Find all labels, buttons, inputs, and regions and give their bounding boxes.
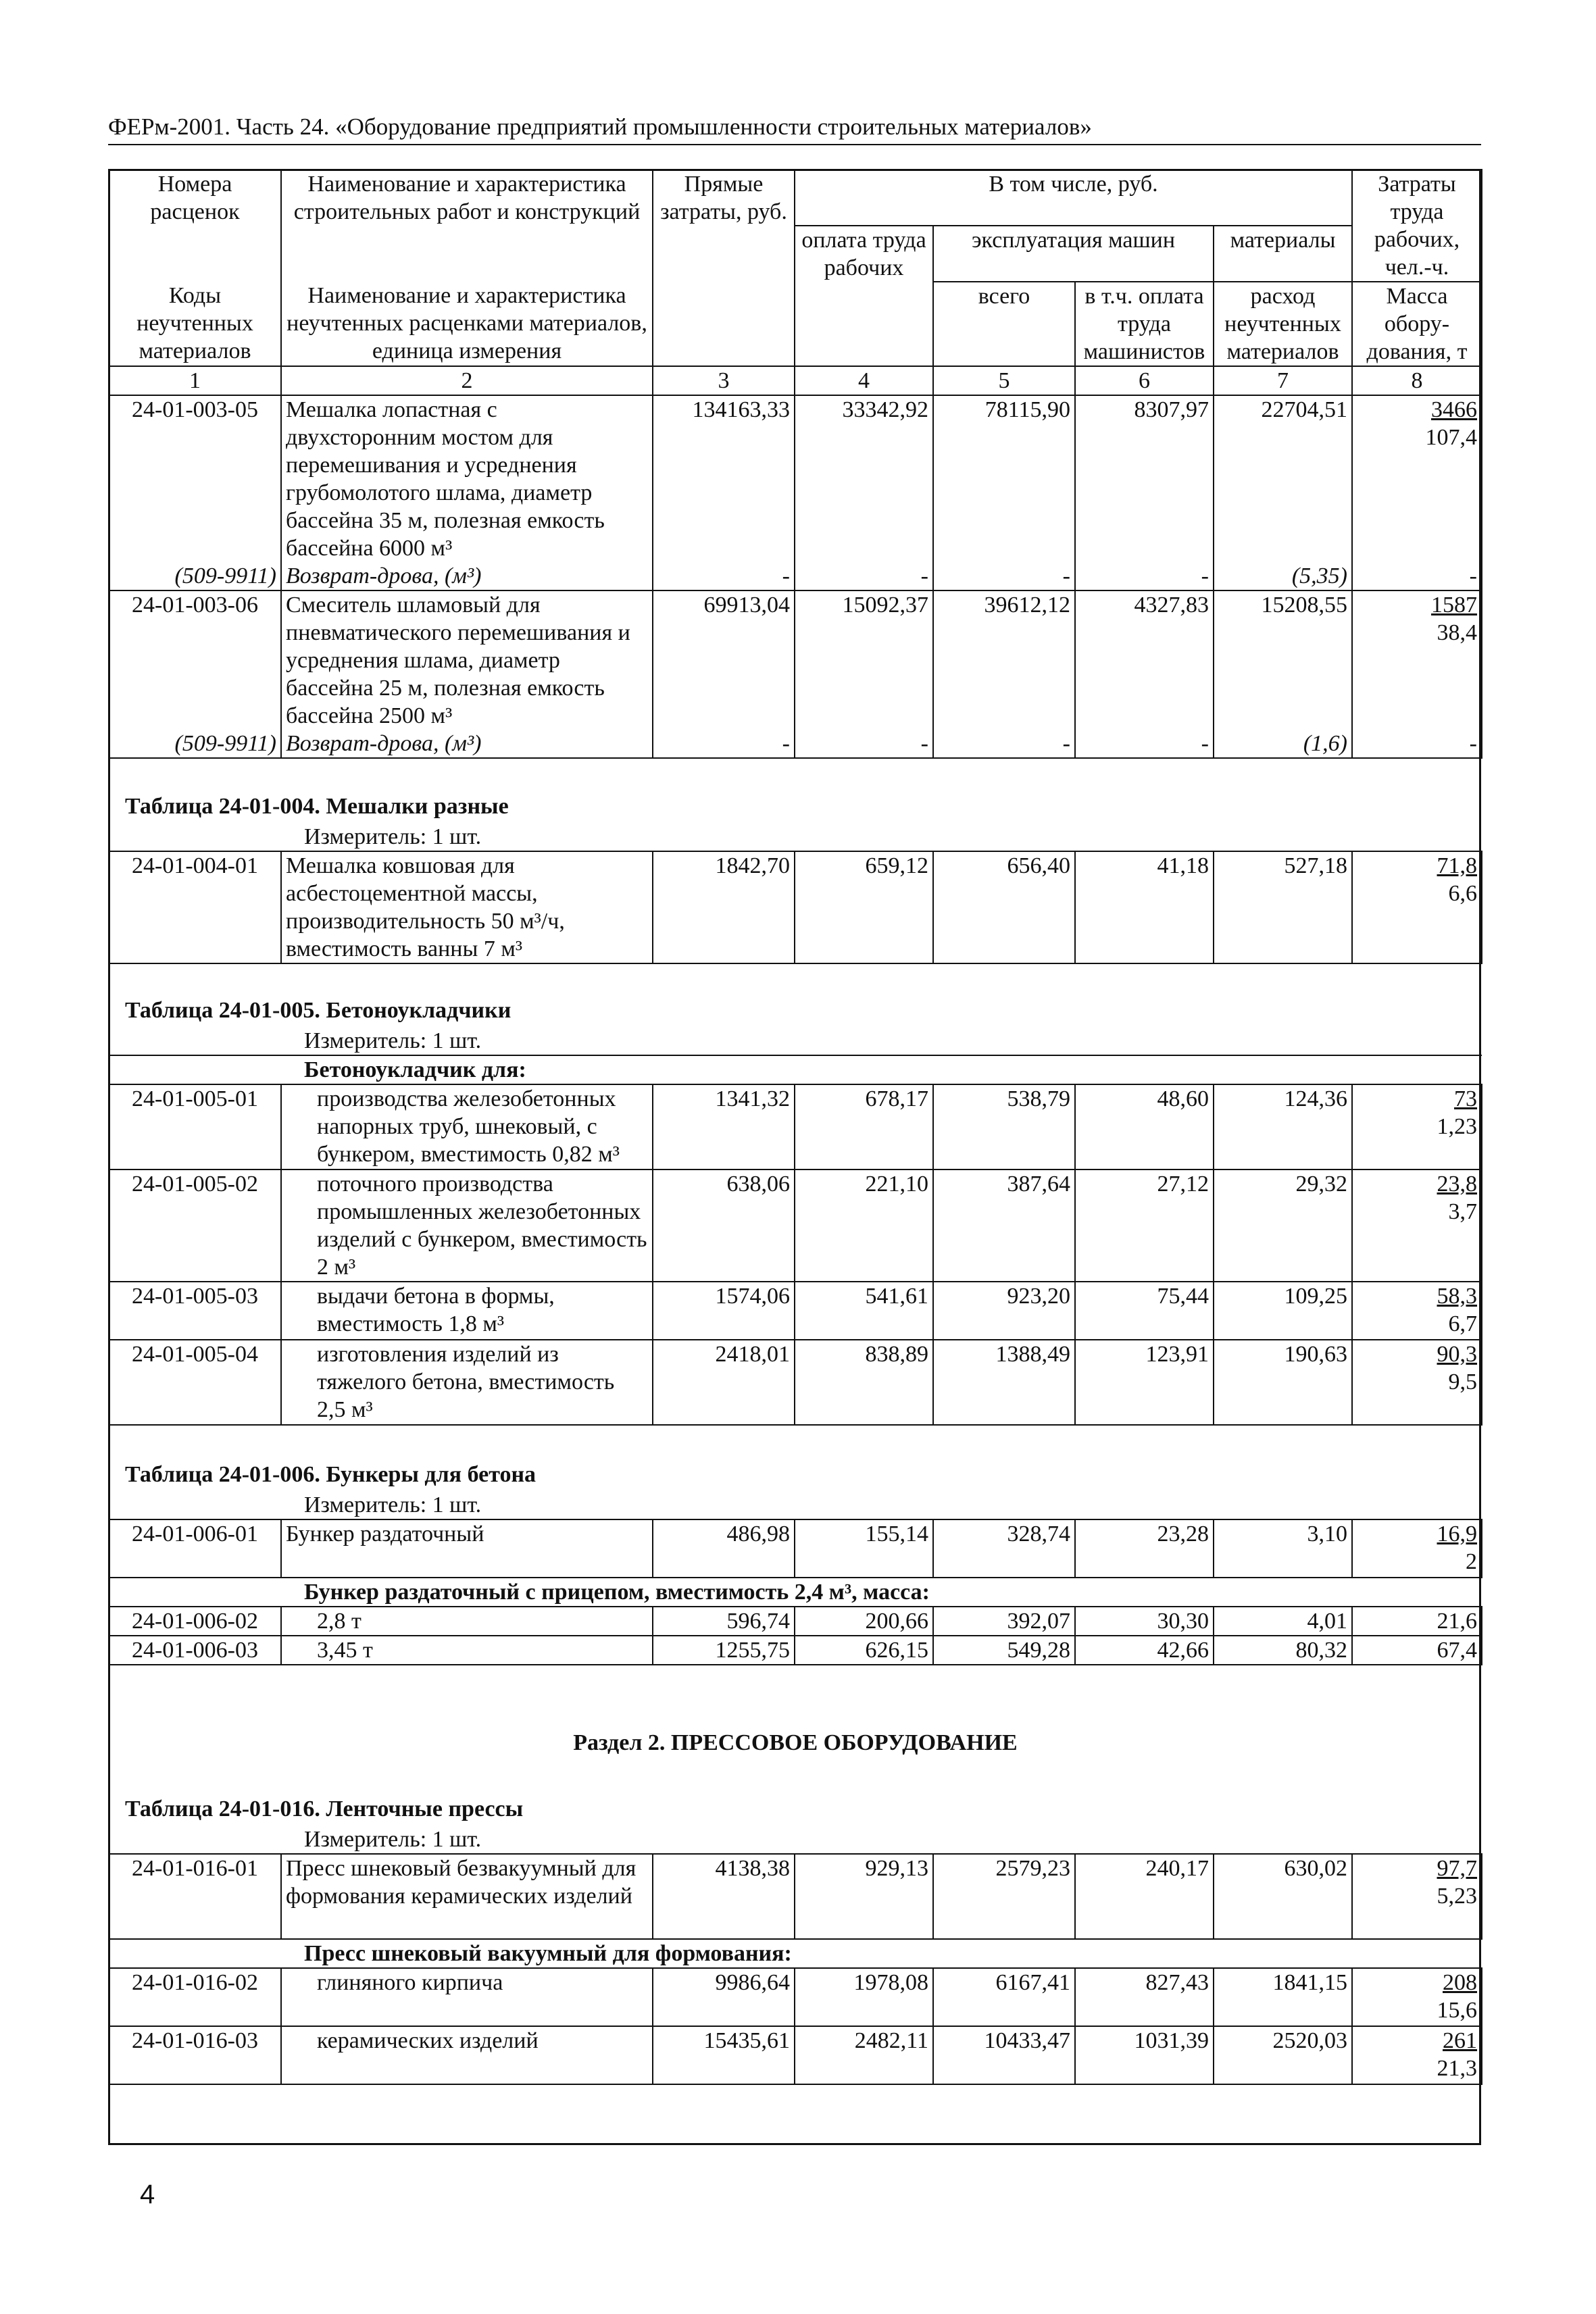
dash: - <box>1075 730 1214 758</box>
rate-code: 24-01-003-06 <box>109 590 281 730</box>
machine-total: 6167,41 <box>933 1968 1075 2026</box>
material-value: (1,6) <box>1214 730 1352 758</box>
direct-cost: 9986,64 <box>653 1968 795 2026</box>
labor-mass: 90,3 9,5 <box>1352 1340 1482 1425</box>
labor-pay: 1978,08 <box>795 1968 933 2026</box>
direct-cost: 134163,33 <box>653 395 795 562</box>
col-index: 1 <box>109 366 281 395</box>
machinist-pay: 827,43 <box>1075 1968 1214 2026</box>
machine-total: 10433,47 <box>933 2026 1075 2084</box>
col-index: 8 <box>1352 366 1482 395</box>
table-row <box>109 1854 1482 1939</box>
labor-pay: 221,10 <box>795 1169 933 1282</box>
head-total: всего <box>933 282 1075 366</box>
labor-mass: 1587 38,4 <box>1352 590 1482 730</box>
header-rule <box>108 144 1481 145</box>
materials-cost: 1841,15 <box>1214 1968 1352 2026</box>
machinist-pay: 23,28 <box>1075 1519 1214 1578</box>
direct-cost: 638,06 <box>653 1169 795 1282</box>
machine-total: 2579,23 <box>933 1854 1075 1939</box>
rate-code: 24-01-006-03 <box>109 1636 281 1665</box>
head-direct: Прямые затраты, руб. <box>653 170 795 366</box>
labor-pay: 155,14 <box>795 1519 933 1578</box>
labor-mass: 16,9 2 <box>1352 1519 1482 1578</box>
head-mat-unaccounted: расход неучтенных материалов <box>1214 282 1352 366</box>
labor-pay: 626,15 <box>795 1636 933 1665</box>
table-row <box>109 1636 1482 1665</box>
table-row <box>109 1169 1482 1282</box>
measure-unit: Измеритель: 1 шт. <box>304 1827 482 1852</box>
labor-cost: 21,6 <box>1352 1607 1482 1636</box>
rate-name: Мешалка ковшовая для асбестоцементной массы, производительность 50 м³/ч, вместимость ванны 7 м³ <box>281 851 653 963</box>
running-header: ФЕРм-2001. Часть 24. «Оборудование предприятий промышленности строительных материалов» <box>108 114 1092 140</box>
machinist-pay: 4327,83 <box>1075 590 1214 730</box>
machine-total: 78115,90 <box>933 395 1075 562</box>
col-index: 5 <box>933 366 1075 395</box>
head-mat-codes: Коды неучтенных материалов <box>109 282 281 366</box>
head-machines: эксплуатация машин <box>933 226 1214 282</box>
materials-cost: 22704,51 <box>1214 395 1352 562</box>
machinist-pay: 1031,39 <box>1075 2026 1214 2084</box>
dash: - <box>653 730 795 758</box>
machinist-pay: 30,30 <box>1075 1607 1214 1636</box>
labor-pay: 15092,37 <box>795 590 933 730</box>
head-codes: Номера расценок <box>109 170 281 226</box>
rates-table <box>108 169 1482 2085</box>
direct-cost: 15435,61 <box>653 2026 795 2084</box>
rate-code: 24-01-016-03 <box>109 2026 281 2084</box>
labor-pay: 678,17 <box>795 1084 933 1169</box>
labor-pay: 200,66 <box>795 1607 933 1636</box>
material-code: (509-9911) <box>109 730 281 758</box>
table-row <box>109 1084 1482 1169</box>
material-code: (509-9911) <box>109 562 281 590</box>
materials-cost: 124,36 <box>1214 1084 1352 1169</box>
materials-cost: 190,63 <box>1214 1340 1352 1425</box>
dash: - <box>1075 562 1214 590</box>
table-row <box>109 851 1482 963</box>
materials-cost: 630,02 <box>1214 1854 1352 1939</box>
machinist-pay: 123,91 <box>1075 1340 1214 1425</box>
machine-total: 656,40 <box>933 851 1075 963</box>
rate-name: поточного производства промышленных железобетонных изделий с бункером, вместимость 2 м³ <box>281 1169 653 1282</box>
table-row <box>109 1519 1482 1578</box>
col-index: 6 <box>1075 366 1214 395</box>
table-row <box>109 2026 1482 2084</box>
machinist-pay: 8307,97 <box>1075 395 1214 562</box>
rate-name: керамических изделий <box>281 2026 653 2084</box>
table-title: Таблица 24-01-005. Бетоноукладчики <box>125 998 512 1023</box>
group-heading: Пресс шнековый вакуумный для формования: <box>281 1939 1482 1968</box>
materials-cost: 4,01 <box>1214 1607 1352 1636</box>
labor-mass: 97,7 5,23 <box>1352 1854 1482 1939</box>
direct-cost: 69913,04 <box>653 590 795 730</box>
labor-pay: 659,12 <box>795 851 933 963</box>
rate-code: 24-01-005-04 <box>109 1340 281 1425</box>
materials-cost: 15208,55 <box>1214 590 1352 730</box>
materials-cost: 109,25 <box>1214 1282 1352 1340</box>
labor-mass: 3466 107,4 <box>1352 395 1482 562</box>
labor-mass: 71,8 6,6 <box>1352 851 1482 963</box>
head-materials: материалы <box>1214 226 1352 282</box>
rate-code: 24-01-016-01 <box>109 1854 281 1939</box>
direct-cost: 596,74 <box>653 1607 795 1636</box>
rate-name: 3,45 т <box>281 1636 653 1665</box>
table-row <box>109 1968 1482 2026</box>
direct-cost: 1842,70 <box>653 851 795 963</box>
rate-name: Бункер раздаточный <box>281 1519 653 1578</box>
rate-code: 24-01-006-01 <box>109 1519 281 1578</box>
group-heading: Бетоноукладчик для: <box>281 1055 1482 1084</box>
material-name: Возврат-дрова, (м³) <box>281 730 653 758</box>
dash: - <box>933 730 1075 758</box>
head-labor-pay: оплата труда рабочих <box>795 226 933 366</box>
page-number: 4 <box>140 2180 155 2209</box>
measure-unit: Измеритель: 1 шт. <box>304 824 482 849</box>
group-heading: Бункер раздаточный с прицепом, вместимость 2,4 м³, масса: <box>281 1578 1482 1607</box>
materials-cost: 2520,03 <box>1214 2026 1352 2084</box>
direct-cost: 486,98 <box>653 1519 795 1578</box>
labor-mass: 73 1,23 <box>1352 1084 1482 1169</box>
head-incl: В том числе, руб. <box>795 170 1352 226</box>
labor-pay: 33342,92 <box>795 395 933 562</box>
dash: - <box>1352 562 1482 590</box>
labor-pay: 2482,11 <box>795 2026 933 2084</box>
table-title: Таблица 24-01-016. Ленточные прессы <box>125 1796 524 1821</box>
machinist-pay: 27,12 <box>1075 1169 1214 1282</box>
machine-total: 387,64 <box>933 1169 1075 1282</box>
machine-total: 538,79 <box>933 1084 1075 1169</box>
table-row <box>109 395 1482 562</box>
labor-pay: 838,89 <box>795 1340 933 1425</box>
rate-name: производства железобетонных напорных труб, шнековый, с бункером, вместимость 0,82 м³ <box>281 1084 653 1169</box>
rate-name: Смеситель шламовый для пневматического перемешивания и усреднения шлама, диаметр бассейна 25 м, полезная емкость бассейна 2500 м³ <box>281 590 653 730</box>
col-index: 2 <box>281 366 653 395</box>
rate-code: 24-01-005-02 <box>109 1169 281 1282</box>
material-value: (5,35) <box>1214 562 1352 590</box>
labor-mass: 23,8 3,7 <box>1352 1169 1482 1282</box>
head-spacer-1 <box>109 226 281 282</box>
table-title: Таблица 24-01-004. Мешалки разные <box>125 794 509 819</box>
head-mass: Масса обору-дования, т <box>1352 282 1482 366</box>
rate-name: 2,8 т <box>281 1607 653 1636</box>
machinist-pay: 48,60 <box>1075 1084 1214 1169</box>
machine-total: 923,20 <box>933 1282 1075 1340</box>
table-row <box>109 1607 1482 1636</box>
labor-mass: 208 15,6 <box>1352 1968 1482 2026</box>
machine-total: 392,07 <box>933 1607 1075 1636</box>
rate-code: 24-01-005-01 <box>109 1084 281 1169</box>
col-index: 4 <box>795 366 933 395</box>
head-spacer-2 <box>281 226 653 282</box>
dash: - <box>653 562 795 590</box>
table-row <box>109 730 1482 758</box>
machinist-pay: 75,44 <box>1075 1282 1214 1340</box>
col-index: 7 <box>1214 366 1352 395</box>
machinist-pay: 42,66 <box>1075 1636 1214 1665</box>
rate-code: 24-01-006-02 <box>109 1607 281 1636</box>
table-row <box>109 1282 1482 1340</box>
table-title: Таблица 24-01-006. Бункеры для бетона <box>125 1462 537 1487</box>
rate-code: 24-01-005-03 <box>109 1282 281 1340</box>
rate-name: выдачи бетона в формы, вместимость 1,8 м³ <box>281 1282 653 1340</box>
dash: - <box>933 562 1075 590</box>
measure-unit: Измеритель: 1 шт. <box>304 1492 482 1517</box>
labor-pay: 929,13 <box>795 1854 933 1939</box>
labor-cost: 67,4 <box>1352 1636 1482 1665</box>
machinist-pay: 41,18 <box>1075 851 1214 963</box>
dash: - <box>795 730 933 758</box>
machine-total: 1388,49 <box>933 1340 1075 1425</box>
machine-total: 328,74 <box>933 1519 1075 1578</box>
materials-cost: 80,32 <box>1214 1636 1352 1665</box>
labor-mass: 58,3 6,7 <box>1352 1282 1482 1340</box>
direct-cost: 1574,06 <box>653 1282 795 1340</box>
labor-mass: 261 21,3 <box>1352 2026 1482 2084</box>
head-labor: Затраты труда рабочих, чел.-ч. <box>1352 170 1482 282</box>
section-title: Раздел 2. ПРЕССОВОЕ ОБОРУДОВАНИЕ <box>573 1730 1018 1755</box>
material-name: Возврат-дрова, (м³) <box>281 562 653 590</box>
direct-cost: 2418,01 <box>653 1340 795 1425</box>
machine-total: 549,28 <box>933 1636 1075 1665</box>
machinist-pay: 240,17 <box>1075 1854 1214 1939</box>
dash: - <box>795 562 933 590</box>
materials-cost: 3,10 <box>1214 1519 1352 1578</box>
rate-code: 24-01-016-02 <box>109 1968 281 2026</box>
head-name: Наименование и характеристика строительных работ и конструкций <box>281 170 653 226</box>
materials-cost: 29,32 <box>1214 1169 1352 1282</box>
rate-code: 24-01-003-05 <box>109 395 281 562</box>
measure-unit: Измеритель: 1 шт. <box>304 1028 482 1053</box>
rate-name: Пресс шнековый безвакуумный для формования керамических изделий <box>281 1854 653 1939</box>
rate-name: Мешалка лопастная с двухсторонним мостом для перемешивания и усреднения грубомолотого шлама, диаметр бассейна 35 м, полезная емкость бассейна 6000 м³ <box>281 395 653 562</box>
direct-cost: 1341,32 <box>653 1084 795 1169</box>
machine-total: 39612,12 <box>933 590 1075 730</box>
table-row <box>109 590 1482 730</box>
rate-name: глиняного кирпича <box>281 1968 653 2026</box>
rate-name: изготовления изделий из тяжелого бетона, вместимость 2,5 м³ <box>281 1340 653 1425</box>
head-mat-name: Наименование и характеристика неучтенных расценками материалов, единица измерения <box>281 282 653 366</box>
labor-pay: 541,61 <box>795 1282 933 1340</box>
table-row <box>109 562 1482 590</box>
direct-cost: 1255,75 <box>653 1636 795 1665</box>
table-row <box>109 1340 1482 1425</box>
materials-cost: 527,18 <box>1214 851 1352 963</box>
rate-code: 24-01-004-01 <box>109 851 281 963</box>
dash: - <box>1352 730 1482 758</box>
col-index: 3 <box>653 366 795 395</box>
head-machinist: в т.ч. оплата труда машинистов <box>1075 282 1214 366</box>
direct-cost: 4138,38 <box>653 1854 795 1939</box>
